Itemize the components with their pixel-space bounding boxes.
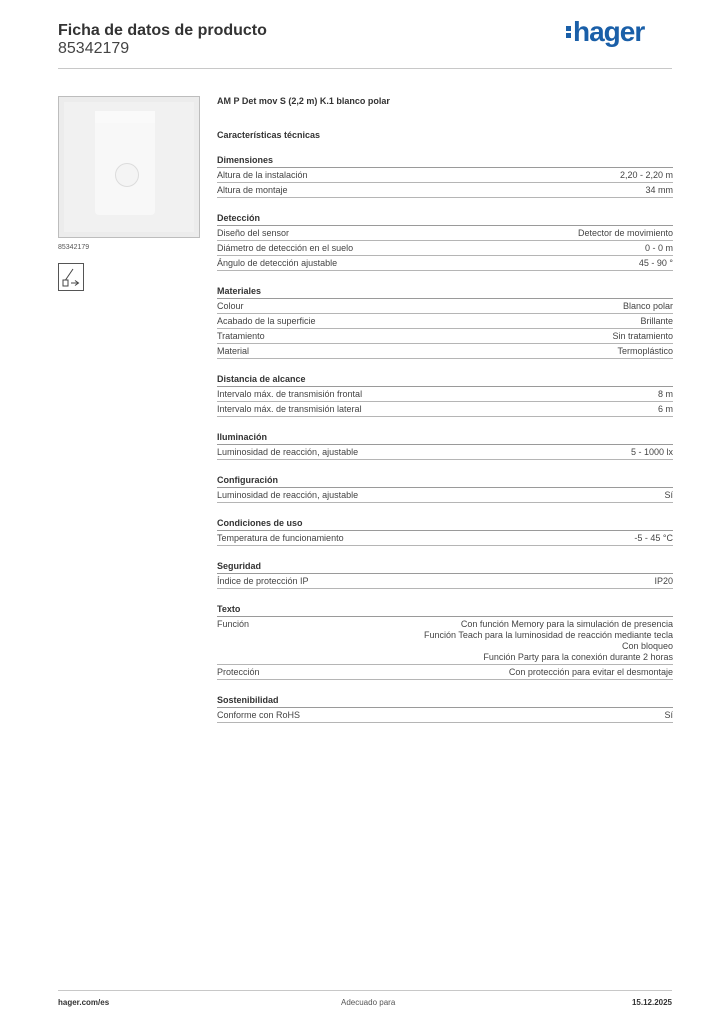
spec-value-line: 34 mm: [645, 185, 673, 195]
spec-value: [617, 346, 673, 357]
spec-label: Tratamiento: [217, 331, 265, 341]
spec-value-line: Con bloqueo: [621, 641, 673, 651]
spec-value-line: 8 m: [657, 389, 673, 399]
spec-row: [217, 531, 673, 546]
section-title: Seguridad: [217, 561, 673, 574]
spec-value: [664, 710, 673, 721]
section-title: Detección: [217, 213, 673, 226]
spec-row: [217, 329, 673, 344]
spec-row: [217, 168, 673, 183]
spec-row: [217, 445, 673, 460]
spec-value-line: Brillante: [640, 316, 673, 326]
spec-label: Intervalo máx. de transmisión lateral: [217, 404, 362, 414]
spec-value: [578, 228, 673, 239]
spec-subtitle: Características técnicas: [217, 130, 321, 140]
spec-value-line: Termoplástico: [617, 346, 673, 356]
footer-website: hager.com/es: [58, 998, 110, 1007]
spec-value-line: Sin tratamiento: [612, 331, 673, 341]
spec-value-line: 45 - 90 °: [638, 258, 673, 268]
motion-sensor-icon: [58, 263, 84, 291]
spec-value: [645, 243, 673, 254]
footer-divider: [58, 990, 672, 991]
spec-row: [217, 226, 673, 241]
spec-value-line: -5 - 45 °C: [634, 533, 673, 543]
spec-label: Índice de protección IP: [217, 576, 309, 586]
spec-value: [664, 490, 673, 501]
spec-value-line: Detector de movimiento: [577, 228, 673, 238]
spec-section: [217, 374, 673, 417]
spec-row: [217, 183, 673, 198]
spec-section: [217, 604, 673, 680]
logo-text: hager: [573, 16, 645, 47]
spec-label: Material: [217, 346, 250, 356]
spec-section: [217, 286, 673, 359]
logo-dots-icon: [566, 24, 571, 40]
spec-content: [217, 96, 673, 723]
spec-value: [634, 533, 673, 544]
spec-value-line: 5 - 1000 lx: [630, 447, 673, 457]
spec-value-line: 6 m: [657, 404, 673, 414]
section-title: Iluminación: [217, 432, 673, 445]
spec-section: [217, 432, 673, 460]
footer-date: 15.12.2025: [631, 998, 672, 1007]
spec-value-line: Función Party para la conexión durante 2 horas: [483, 652, 673, 662]
spec-value: [620, 170, 673, 181]
spec-value-line: IP20: [654, 576, 673, 586]
spec-value-line: Con protección para evitar el desmontaje: [508, 667, 673, 677]
spec-label: Temperatura de funcionamiento: [217, 533, 344, 543]
image-caption: 85342179: [58, 244, 90, 251]
spec-value: [658, 389, 673, 400]
spec-sections: [217, 155, 673, 723]
header-divider: [58, 68, 672, 69]
spec-label: Luminosidad de reacción, ajustable: [217, 490, 359, 500]
spec-section: [217, 518, 673, 546]
spec-row: [217, 665, 673, 680]
spec-value-line: Sí: [664, 490, 673, 500]
spec-value-line: Blanco polar: [622, 301, 673, 311]
spec-label: Ángulo de detección ajustable: [217, 258, 338, 268]
section-title: Materiales: [217, 286, 673, 299]
spec-value-line: Función Teach para la luminosidad de reacción mediante tecla: [424, 630, 673, 640]
section-title: Configuración: [217, 475, 673, 488]
spec-value: [658, 404, 673, 415]
spec-label: Protección: [217, 667, 260, 677]
footer-note: Adecuado para: [341, 998, 396, 1007]
section-title: Dimensiones: [217, 155, 673, 168]
spec-row: [217, 708, 673, 723]
spec-row: [217, 574, 673, 589]
spec-label: Altura de montaje: [217, 185, 288, 195]
spec-value: [509, 667, 673, 678]
product-image: [58, 96, 200, 238]
page-title: Ficha de datos de producto: [58, 22, 267, 39]
spec-label: Conforme con RoHS: [217, 710, 301, 720]
spec-row: [217, 402, 673, 417]
section-title: Texto: [217, 604, 673, 617]
spec-value: [612, 331, 673, 342]
spec-value-line: 0 - 0 m: [644, 243, 673, 253]
spec-section: [217, 695, 673, 723]
section-title: Condiciones de uso: [217, 518, 673, 531]
spec-value: [631, 447, 673, 458]
hager-logo: [566, 16, 644, 48]
product-name: AM P Det mov S (2,2 m) K.1 blanco polar: [217, 96, 390, 106]
spec-value-line: Sí: [664, 710, 673, 720]
spec-value: [623, 301, 673, 312]
spec-label: Colour: [217, 301, 244, 311]
product-number: 85342179: [58, 40, 130, 57]
spec-row: [217, 241, 673, 256]
spec-row: [217, 299, 673, 314]
spec-row: [217, 617, 673, 665]
spec-section: [217, 213, 673, 271]
spec-value: [639, 258, 673, 269]
spec-value: [640, 316, 673, 327]
spec-label: Intervalo máx. de transmisión frontal: [217, 389, 363, 399]
spec-value: [654, 576, 673, 587]
spec-row: [217, 387, 673, 402]
spec-label: Acabado de la superficie: [217, 316, 316, 326]
spec-label: Altura de la instalación: [217, 170, 308, 180]
spec-label: Diámetro de detección en el suelo: [217, 243, 354, 253]
spec-value-line: 2,20 - 2,20 m: [619, 170, 673, 180]
spec-section: [217, 475, 673, 503]
spec-row: [217, 314, 673, 329]
product-lens: [115, 163, 139, 187]
spec-label: Luminosidad de reacción, ajustable: [217, 447, 359, 457]
spec-row: [217, 256, 673, 271]
spec-row: [217, 344, 673, 359]
spec-row: [217, 488, 673, 503]
spec-value: [645, 185, 673, 196]
spec-value-line: Con función Memory para la simulación de presencia: [460, 619, 673, 629]
spec-section: [217, 155, 673, 198]
spec-label: Diseño del sensor: [217, 228, 290, 238]
spec-label: Función: [217, 619, 250, 629]
section-title: Distancia de alcance: [217, 374, 673, 387]
spec-value: [424, 619, 673, 663]
product-top-tab: [95, 111, 155, 123]
spec-section: [217, 561, 673, 589]
section-title: Sostenibilidad: [217, 695, 673, 708]
